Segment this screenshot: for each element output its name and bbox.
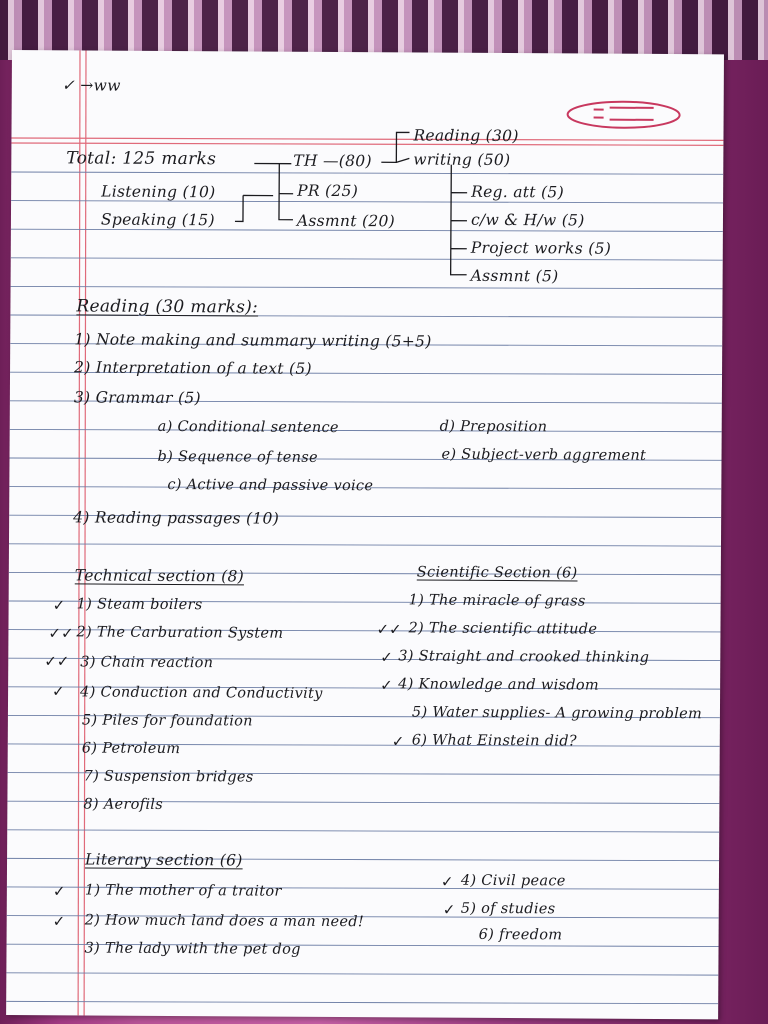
- grammar-b: b) Sequence of tense: [157, 448, 318, 466]
- check-icon: ✓✓: [376, 620, 402, 639]
- technical-title: Technical section (8): [74, 566, 245, 586]
- ruled-line: [9, 542, 721, 548]
- writing-marks: writing (50): [413, 150, 511, 170]
- check-icon: ✓✓: [48, 624, 74, 643]
- ruled-line: [7, 828, 719, 834]
- scientific-item-4: 4) Knowledge and wisdom: [398, 676, 599, 694]
- theory-marks: TH —(80): [293, 151, 372, 171]
- project-marks: Project works (5): [470, 238, 612, 258]
- scientific-title: Scientific Section (6): [416, 564, 578, 582]
- technical-item-5: 5) Piles for foundation: [81, 712, 253, 730]
- literary-item-5: 5) of studies: [460, 900, 556, 918]
- classwork-marks: c/w & H/w (5): [470, 210, 585, 230]
- assessment-marks: Assmnt (20): [296, 211, 396, 231]
- reading-item-3: 3) Grammar (5): [73, 388, 201, 408]
- check-icon: ✓: [52, 682, 65, 701]
- scientific-item-3: 3) Straight and crooked thinking: [398, 648, 650, 666]
- scientific-item-6: 6) What Einstein did?: [411, 732, 577, 750]
- reading-title: Reading (30 marks):: [76, 296, 259, 318]
- check-icon: ✓: [380, 676, 393, 695]
- literary-item-4: 4) Civil peace: [460, 872, 566, 890]
- grammar-a: a) Conditional sentence: [157, 418, 339, 437]
- grammar-d: d) Preposition: [439, 418, 548, 436]
- grammar-c: c) Active and passive voice: [167, 476, 374, 495]
- technical-item-6: 6) Petroleum: [81, 740, 181, 758]
- technical-item-2: 2) The Carburation System: [76, 624, 284, 642]
- tree-connectors: [10, 50, 724, 314]
- listening-marks: Listening (10): [101, 182, 216, 202]
- check-icon: ✓: [52, 912, 66, 931]
- notebook-page: [6, 50, 724, 1019]
- technical-item-3: 3) Chain reaction: [80, 654, 214, 672]
- reading-item-1: 1) Note making and summary writing (5+5): [74, 330, 432, 351]
- practical-marks: PR (25): [297, 181, 359, 201]
- technical-item-7: 7) Suspension bridges: [83, 768, 254, 786]
- literary-item-6: 6) freedom: [478, 926, 563, 944]
- check-icon: ✓: [440, 872, 454, 891]
- reading-item-4: 4) Reading passages (10): [73, 508, 280, 528]
- ruled-line: [6, 971, 718, 977]
- technical-item-8: 8) Aerofils: [83, 796, 164, 813]
- literary-item-2: 2) How much land does a man need!: [84, 912, 365, 931]
- check-icon: ✓✓: [44, 652, 70, 671]
- speaking-marks: Speaking (15): [100, 210, 215, 230]
- check-icon: ✓: [52, 882, 66, 901]
- check-icon: ✓: [380, 648, 393, 667]
- attendance-marks: Reg. att (5): [471, 182, 565, 202]
- total-marks: Total: 125 marks: [66, 148, 217, 170]
- ruled-line: [10, 427, 722, 433]
- scientific-item-2: 2) The scientific attitude: [408, 620, 598, 638]
- literary-title: Literary section (6): [85, 850, 243, 870]
- scientific-item-5: 5) Water supplies- A growing problem: [411, 704, 703, 723]
- check-icon: ✓: [391, 732, 405, 751]
- literary-item-3: 3) The lady with the pet dog: [84, 940, 301, 958]
- scientific-item-1: 1) The miracle of grass: [408, 592, 586, 610]
- technical-item-1: 1) Steam boilers: [76, 596, 203, 614]
- assessment-marks-2: Assmnt (5): [470, 266, 559, 286]
- check-icon: ✓: [52, 596, 66, 615]
- literary-item-1: 1) The mother of a traitor: [84, 882, 282, 900]
- technical-item-4: 4) Conduction and Conductivity: [80, 684, 323, 702]
- reading-marks: Reading (30): [413, 126, 519, 146]
- ruled-line: [6, 999, 718, 1005]
- reading-item-2: 2) Interpretation of a text (5): [74, 358, 312, 378]
- grammar-e: e) Subject-verb aggrement: [441, 446, 647, 464]
- check-icon: ✓: [442, 900, 456, 919]
- page-mark: ✓ →ww: [61, 76, 121, 95]
